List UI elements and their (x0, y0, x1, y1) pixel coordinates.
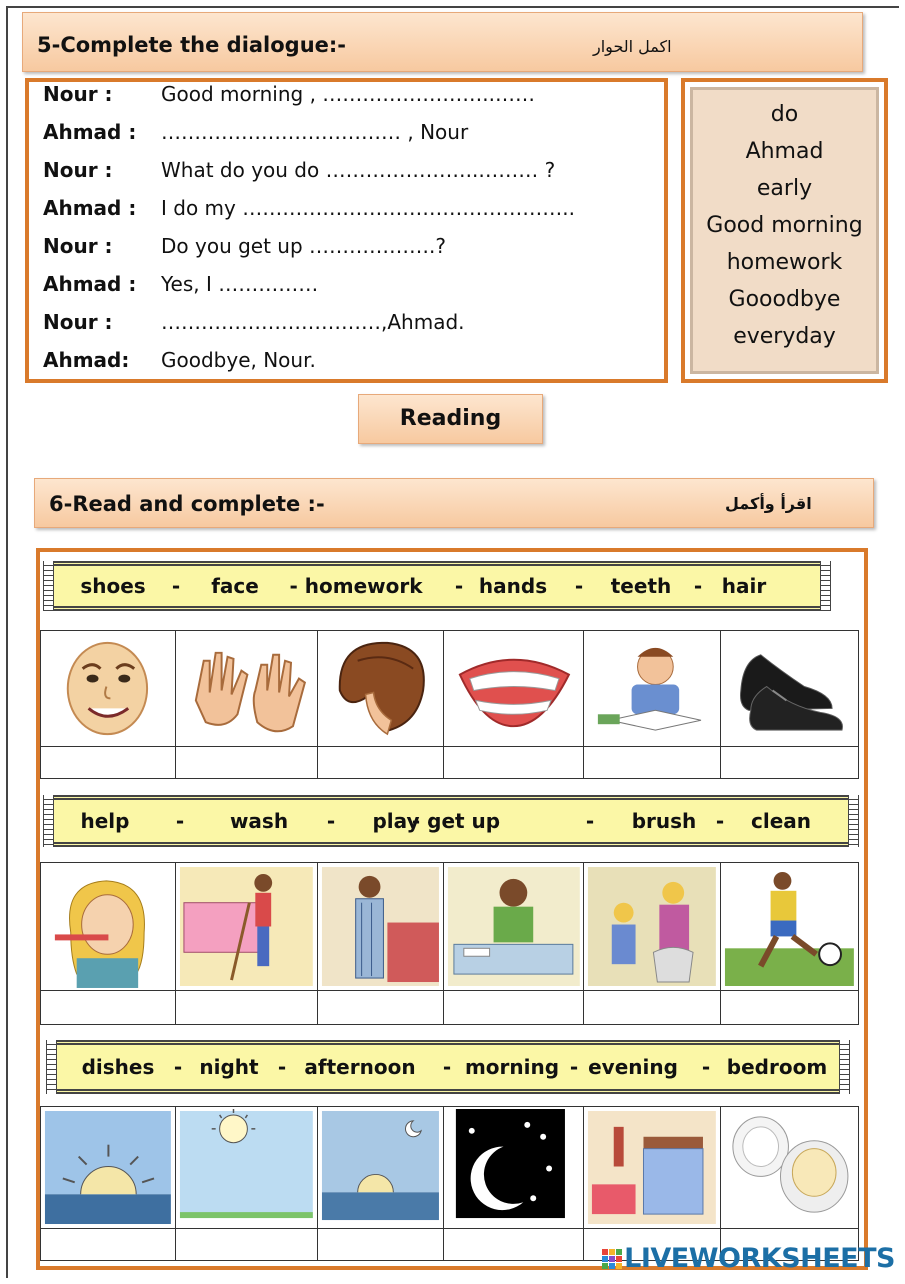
picture-cell (175, 631, 317, 747)
speaker: Ahmad: (43, 348, 130, 372)
answer-cell[interactable] (41, 991, 176, 1025)
speaker: Nour : (43, 82, 113, 106)
word-bank (681, 78, 888, 383)
answer-cell[interactable] (175, 747, 317, 779)
line-text: Goodbye, Nour. (161, 348, 316, 372)
speaker: Nour : (43, 310, 113, 334)
strip-word: teeth (610, 574, 672, 598)
picture-cell (443, 631, 584, 747)
picture-cell (584, 1107, 721, 1229)
word-strip-1 (44, 561, 830, 611)
dialogue-line (43, 348, 316, 372)
line-text[interactable]: What do you do …………………..……… ? (161, 158, 556, 182)
strip-word: afternoon (304, 1055, 416, 1079)
word-bank-item: homework (726, 250, 843, 275)
strip-word: wash (229, 809, 289, 833)
strip-word: brush (631, 809, 697, 833)
hair-picture (318, 631, 443, 746)
word-bank-item: Gooodbye (728, 287, 841, 312)
get-up-picture (318, 863, 443, 990)
picture-grid-1 (40, 630, 859, 779)
picture-grid-3 (40, 1106, 859, 1261)
strip-word: - (175, 809, 185, 833)
picture-cell (317, 1107, 443, 1229)
strip-word: hair (721, 574, 767, 598)
strip-word: bedroom (726, 1055, 828, 1079)
picture-cell (317, 863, 443, 991)
dialogue-line (43, 158, 555, 182)
afternoon-picture (176, 1107, 317, 1228)
dialogue-line (43, 196, 575, 220)
play-picture (721, 863, 858, 990)
word-bank-item: everyday (733, 324, 836, 349)
strip-word: - (693, 574, 703, 598)
section5-title-arabic: اكمل الحوار (593, 37, 672, 56)
answer-cell[interactable] (175, 991, 317, 1025)
strip-word: - (715, 809, 725, 833)
strip-word: - (277, 1055, 287, 1079)
picture-grid-2 (40, 862, 859, 1025)
strip-word: - (171, 574, 181, 598)
dialogue-line (43, 272, 318, 296)
strip-word: - (442, 1055, 452, 1079)
homework-picture (584, 631, 720, 746)
teeth-picture (444, 631, 584, 746)
line-text[interactable]: ……………………………,Ahmad. (161, 310, 465, 334)
section5-title: 5-Complete the dialogue:- (37, 33, 347, 57)
dialogue-line (43, 82, 535, 106)
picture-cell (443, 1107, 584, 1229)
line-text[interactable]: I do my ………………………………………….. (161, 196, 575, 220)
answer-cell[interactable] (721, 747, 859, 779)
section6-title: 6-Read and complete :- (49, 492, 325, 516)
dishes-picture (721, 1107, 858, 1228)
strip-word: - (173, 1055, 183, 1079)
morning-picture (41, 1107, 175, 1228)
strip-word: hands (478, 574, 548, 598)
strip-word: - (701, 1055, 711, 1079)
strip-word: play (372, 809, 420, 833)
answer-cell[interactable] (317, 991, 443, 1025)
picture-cell (175, 1107, 317, 1229)
strip-word: - get up (411, 809, 501, 833)
picture-cell (721, 631, 859, 747)
strip-word: face (211, 574, 259, 598)
answer-cell[interactable] (721, 991, 859, 1025)
section6-title-arabic: اقرأ وأكمل (725, 494, 812, 513)
strip-word: - homework (289, 574, 423, 598)
help-picture (584, 863, 720, 990)
strip-word: evening (588, 1055, 678, 1079)
answer-cell[interactable] (41, 747, 176, 779)
strip-word: dishes (81, 1055, 155, 1079)
strip-cap (839, 1040, 850, 1094)
clean-picture (176, 863, 317, 990)
answer-cell[interactable] (584, 747, 721, 779)
picture-cell (41, 1107, 176, 1229)
word-bank-item: early (756, 176, 813, 201)
strip-cap (43, 561, 54, 611)
line-text[interactable]: Yes, I …………… (161, 272, 319, 296)
evening-picture (318, 1107, 443, 1228)
line-text[interactable]: Good morning , ……………………..…… (161, 82, 536, 106)
picture-cell (584, 631, 721, 747)
word-bank-item: do (770, 102, 799, 127)
strip-word: - (574, 574, 584, 598)
answer-cell[interactable] (443, 991, 584, 1025)
strip-cap (820, 561, 831, 611)
word-bank-item: Ahmad (745, 139, 824, 164)
strip-word: help (80, 809, 130, 833)
wash-picture (444, 863, 584, 990)
dialogue-box (25, 78, 668, 383)
picture-cell (721, 1107, 859, 1229)
picture-cell (175, 863, 317, 991)
picture-cell (443, 863, 584, 991)
strip-word: morning (464, 1055, 560, 1079)
brush-picture (41, 863, 175, 990)
picture-cell (317, 631, 443, 747)
night-picture (444, 1107, 584, 1228)
liveworksheets-watermark (602, 1243, 895, 1274)
line-text[interactable]: ……………………………… , Nour (161, 120, 469, 144)
strip-word: - (326, 809, 336, 833)
hands-picture (176, 631, 317, 746)
dialogue-line (43, 234, 446, 258)
picture-cell (41, 631, 176, 747)
strip-word: night (199, 1055, 259, 1079)
word-bank-panel (690, 87, 879, 374)
shoes-picture (721, 631, 858, 746)
strip-word: - (454, 574, 464, 598)
strip-word: - (569, 1055, 579, 1079)
word-strip-3 (47, 1040, 849, 1094)
answer-cell[interactable] (443, 1229, 584, 1261)
answer-cell[interactable] (443, 747, 584, 779)
answer-cell[interactable] (584, 991, 721, 1025)
line-text[interactable]: Do you get up ……………….? (161, 234, 446, 258)
strip-cap (46, 1040, 57, 1094)
answer-cell[interactable] (317, 1229, 443, 1261)
speaker: Nour : (43, 158, 113, 182)
speaker: Ahmad : (43, 120, 137, 144)
strip-word: - (585, 809, 595, 833)
strip-cap (848, 795, 859, 847)
answer-cell[interactable] (41, 1229, 176, 1261)
section5-header (22, 12, 863, 72)
picture-cell (584, 863, 721, 991)
picture-cell (41, 863, 176, 991)
picture-cell (721, 863, 859, 991)
word-bank-item: Good morning (706, 213, 863, 238)
answer-cell[interactable] (317, 747, 443, 779)
strip-cap (43, 795, 54, 847)
strip-word: clean (750, 809, 812, 833)
reading-heading: Reading (358, 394, 543, 444)
liveworksheets-logo-icon (602, 1245, 622, 1265)
strip-word: shoes (80, 574, 146, 598)
speaker: Ahmad : (43, 196, 137, 220)
answer-cell[interactable] (175, 1229, 317, 1261)
section6-header (34, 478, 874, 528)
speaker: Nour : (43, 234, 113, 258)
speaker: Ahmad : (43, 272, 137, 296)
dialogue-line (43, 120, 468, 144)
watermark-text: LIVEWORKSHEETS (624, 1243, 895, 1274)
bedroom-picture (584, 1107, 720, 1228)
dialogue-line (43, 310, 465, 334)
word-strip-2 (44, 795, 858, 847)
face-picture (41, 631, 175, 746)
